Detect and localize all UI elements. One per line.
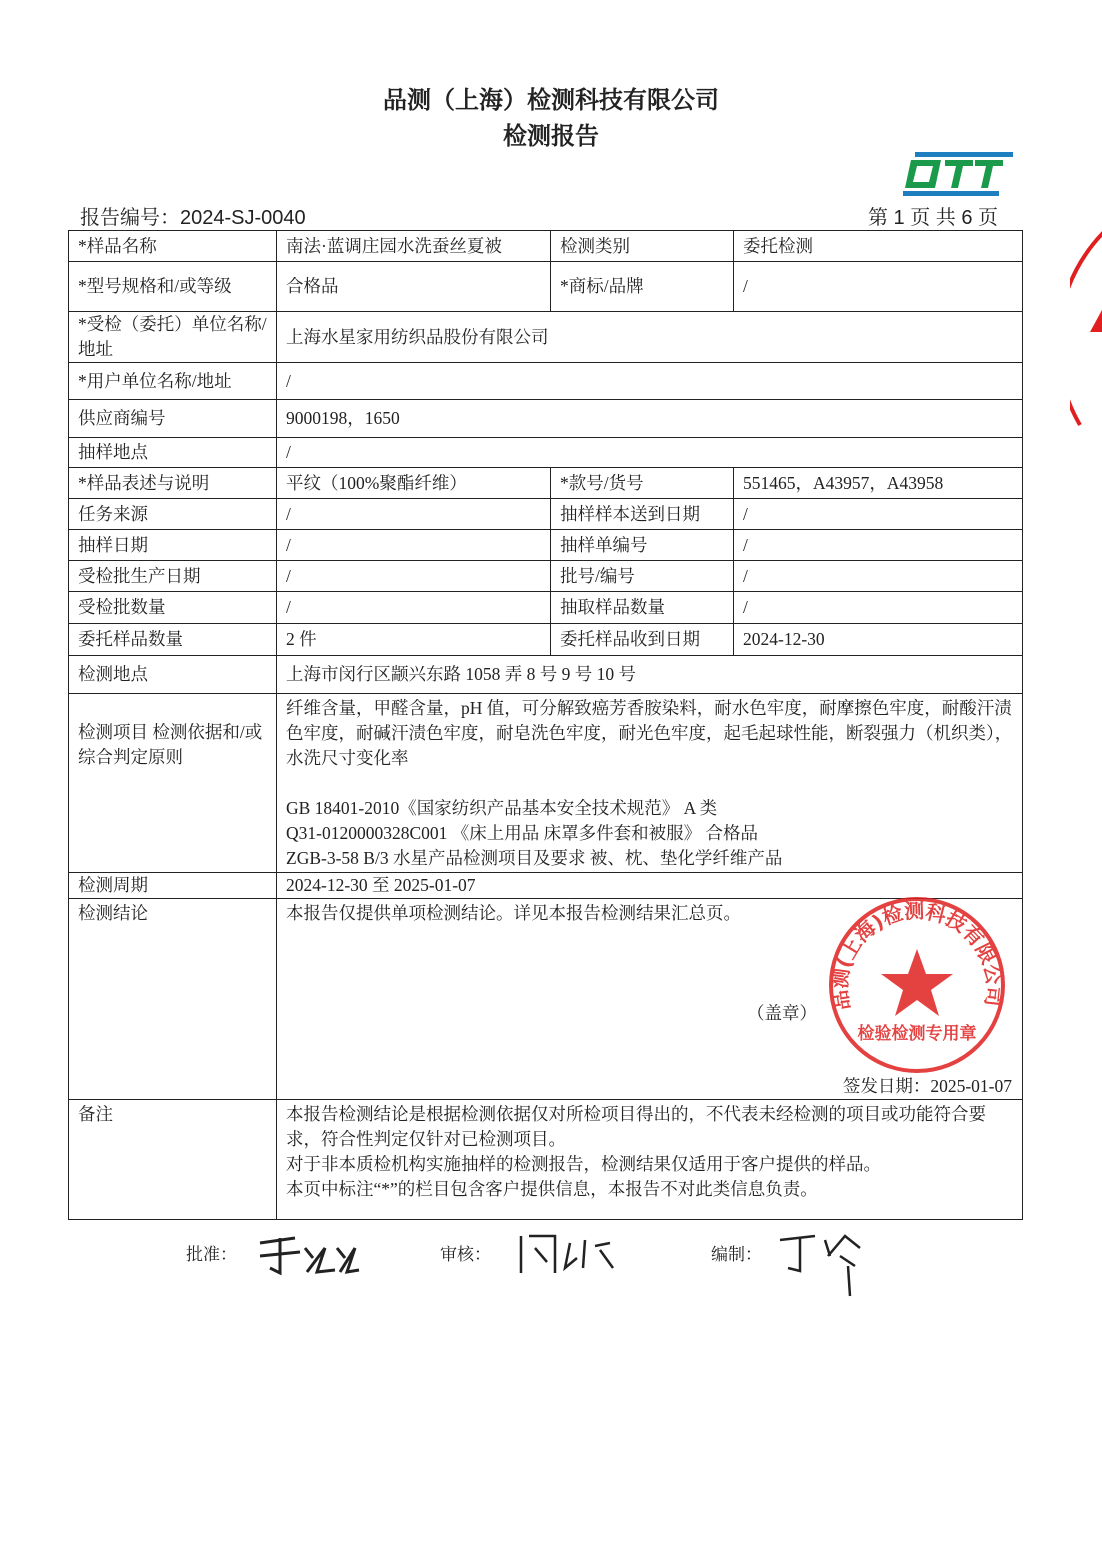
label: 批号/编号: [551, 561, 734, 592]
label: 受检批生产日期: [69, 561, 277, 592]
label: 抽样样本送到日期: [551, 499, 734, 530]
value: 上海市闵行区颛兴东路 1058 弄 8 号 9 号 10 号: [277, 656, 1023, 694]
label: 检测地点: [69, 656, 277, 694]
label: 检测类别: [551, 231, 734, 262]
partial-seal: [1070, 220, 1102, 440]
review-label: 审核：: [440, 1245, 491, 1264]
value: /: [734, 561, 1023, 592]
value: 9000198，1650: [277, 400, 1023, 438]
seal-text: 品测(上海)检测科技有限公司: [827, 898, 1007, 1012]
value: /: [277, 363, 1023, 400]
label: 委托样品数量: [69, 624, 277, 656]
seal-note: （盖章）: [747, 1003, 817, 1023]
label: *款号/货号: [551, 468, 734, 499]
document-title: 检测报告: [503, 122, 599, 150]
remark: 本页中标注“*”的栏目包含客户提供信息，本报告不对此类信息负责。: [286, 1179, 818, 1199]
value: /: [734, 499, 1023, 530]
label: *样品表述与说明: [69, 468, 277, 499]
page-info: 第 1 页 共 6 页: [867, 207, 998, 229]
label: 受检批数量: [69, 592, 277, 624]
conclusion: 本报告仅提供单项检测结论。详见本报告检测结果汇总页。: [286, 903, 741, 923]
value: 上海水星家用纺织品股份有限公司: [277, 312, 1023, 363]
remark: 对于非本质检机构实施抽样的检测报告，检测结果仅适用于客户提供的样品。: [286, 1154, 881, 1174]
company-seal: [826, 894, 1008, 1076]
report-number: 报告编号：2024-SJ-0040: [80, 207, 306, 229]
standard: GB 18401-2010《国家纺织产品基本安全技术规范》 A 类: [286, 798, 718, 818]
value: 委托检测: [734, 231, 1023, 262]
compile-label: 编制：: [711, 1245, 762, 1264]
value: 551465，A43957，A43958: [734, 468, 1023, 499]
approver-signature: [255, 1228, 360, 1283]
value: /: [277, 592, 551, 624]
issue-date: 签发日期：2025-01-07: [842, 1076, 1012, 1096]
label: *用户单位名称/地址: [69, 363, 277, 400]
seal-subtext: 检验检测专用章: [857, 1024, 977, 1044]
standard: Q31-0120000328C001 《床上用品 床罩多件套和被服》 合格品: [286, 823, 759, 843]
value: 平纹（100%聚酯纤维）: [277, 468, 551, 499]
test-items-cell: [277, 694, 1023, 873]
value: 2024-12-30: [734, 624, 1023, 656]
label: 供应商编号: [69, 400, 277, 438]
remarks-cell: [277, 1100, 1023, 1220]
approve-label: 批准：: [186, 1245, 237, 1264]
value: /: [277, 438, 1023, 468]
label: 抽样日期: [69, 530, 277, 561]
value: 南法·蓝调庄园水洗蚕丝夏被: [277, 231, 551, 262]
label: *型号规格和/或等级: [69, 262, 277, 312]
value: /: [277, 530, 551, 561]
value: /: [734, 530, 1023, 561]
label: 委托样品收到日期: [551, 624, 734, 656]
label: 抽样单编号: [551, 530, 734, 561]
label: 抽样地点: [69, 438, 277, 468]
label: 检测结论: [69, 899, 277, 1100]
label: 任务来源: [69, 499, 277, 530]
label: *样品名称: [69, 231, 277, 262]
label: *受检（委托）单位名称/地址: [69, 312, 277, 363]
label: 检测项目 检测依据和/或综合判定原则: [69, 694, 277, 873]
value: /: [734, 262, 1023, 312]
qtt-logo: [903, 150, 1015, 198]
standard: ZGB-3-58 B/3 水星产品检测项目及要求 被、枕、垫化学纤维产品: [286, 848, 783, 868]
value: /: [277, 561, 551, 592]
value: 合格品: [277, 262, 551, 312]
remark: 本报告检测结论是根据检测依据仅对所检项目得出的，不代表未经检测的项目或功能符合要求，符合性判定仅针对已检测项目。: [286, 1104, 986, 1149]
value: 2024-12-30 至 2025-01-07: [277, 873, 1023, 899]
value: 2 件: [277, 624, 551, 656]
reviewer-signature: [515, 1228, 620, 1283]
label: 抽取样品数量: [551, 592, 734, 624]
compiler-signature: [770, 1226, 875, 1301]
value: /: [734, 592, 1023, 624]
label: 检测周期: [69, 873, 277, 899]
label: 备注: [69, 1100, 277, 1220]
label: *商标/品牌: [551, 262, 734, 312]
value: /: [277, 499, 551, 530]
test-items: 纤维含量，甲醛含量，pH 值，可分解致癌芳香胺染料，耐水色牢度，耐摩擦色牢度，耐酸汗渍色牢度，耐碱汗渍色牢度，耐皂洗色牢度，耐光色牢度，起毛起球性能，断裂强力（机织类），水洗尺寸变化率: [286, 698, 1013, 768]
company-name: 品测（上海）检测科技有限公司: [383, 86, 719, 114]
